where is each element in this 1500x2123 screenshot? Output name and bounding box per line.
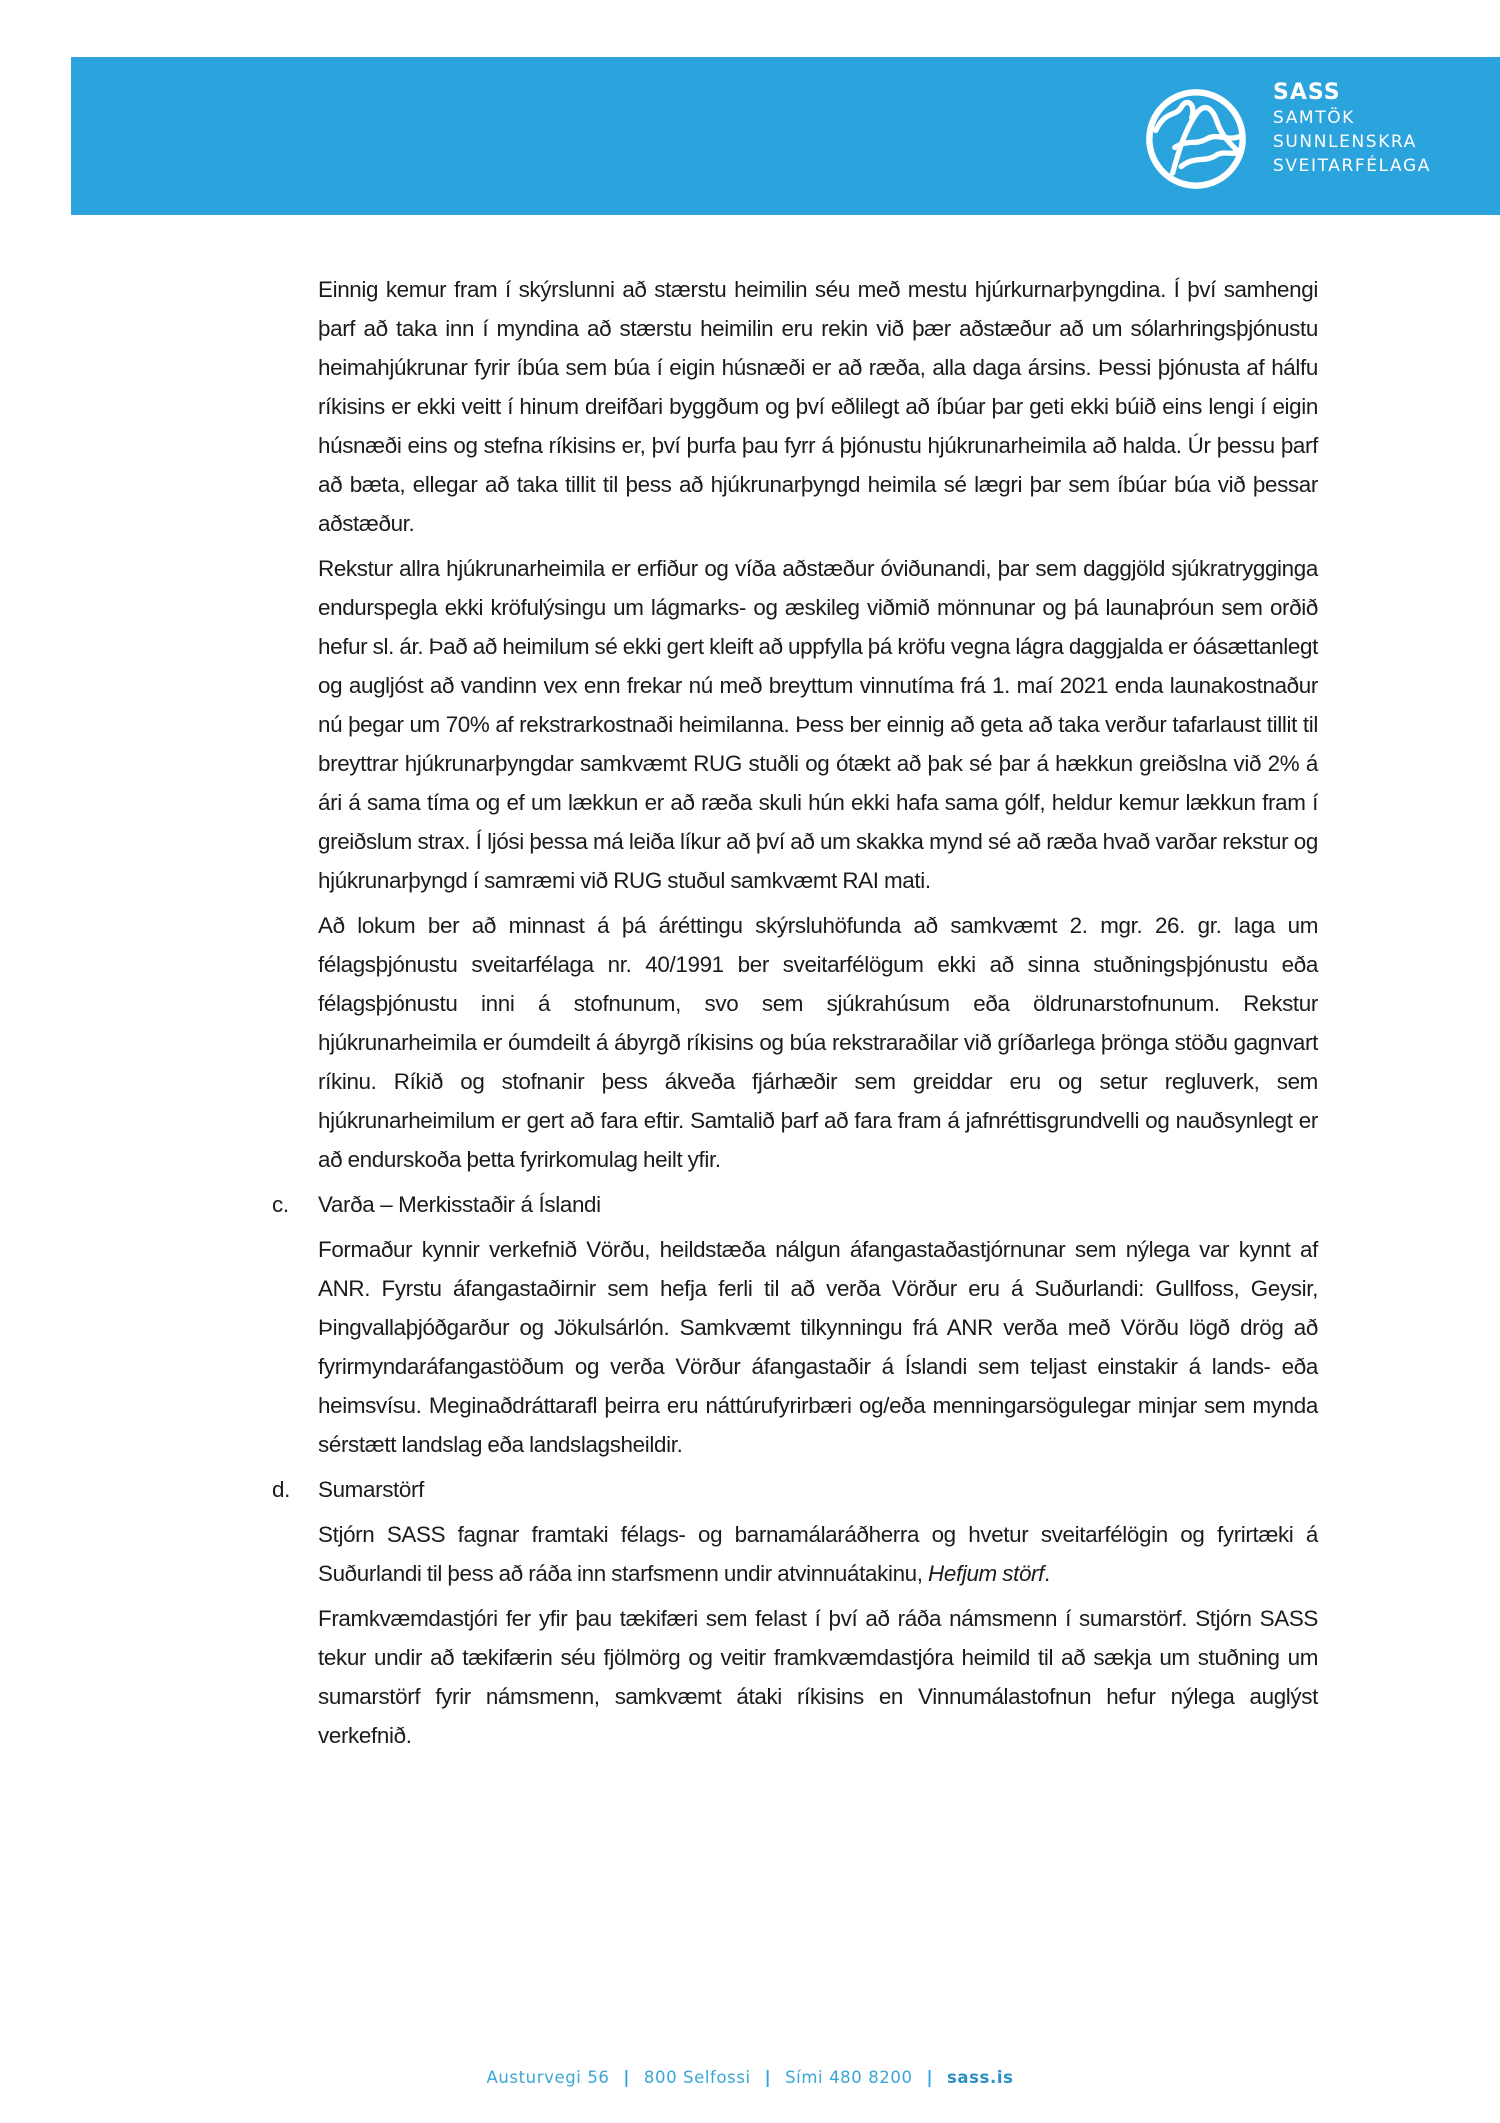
footer-phone: Sími 480 8200 xyxy=(785,2068,913,2087)
section-heading: Varða – Merkisstaðir á Íslandi xyxy=(318,1192,601,1217)
brand-line-2: SUNNLENSKRA xyxy=(1273,132,1417,152)
paragraph: Formaður kynnir verkefnið Vörðu, heildstæða nálgun áfangastaðastjórnunar sem nýlega var kynnt af ANR. Fyrstu áfangastaðirnir sem hefja ferli til að verða Vörður eru á Suðurlandi: Gullfoss, Geysir, Þingvallaþjóðgarður og Jökulsárlón. Samkvæmt tilkynningu frá ANR verða með Vörðu lögð drög að fyrirmyndaráfangastöðum og verða Vörður áfangastaðir á Íslandi sem teljast einstakir á lands- eða heimsvísu. Meginaðdráttarafl þeirra eru náttúrufyrirbæri og/eða menningarsögulegar minjar sem mynda sérstætt landslag eða landslagsheildir. xyxy=(318,1237,1318,1457)
paragraph-text: . xyxy=(1044,1561,1050,1586)
paragraph: Að lokum ber að minnast á þá áréttingu skýrsluhöfunda að samkvæmt 2. mgr. 26. gr. laga um félagsþjónustu sveitarfélaga nr. 40/1991 ber sveitarfélögum ekki að sinna stuðningsþjónustu eða félagsþjónustu inni á stofnunum, svo sem sjúkrahúsum eða öldrunarstofnunum. Rekstur hjúkrunarheimila er óumdeilt á ábyrgð ríkisins og búa rekstraraðilar við gríðarlega þrönga stöðu gagnvart ríkinu. Ríkið og stofnanir þess ákveða fjárhæðir sem greiddar eru og setur regluverk, sem hjúkrunarheimilum er gert að fara eftir. Samtalið þarf að fara fram á jafnréttisgrundvelli og nauðsynlegt er að endurskoða þetta fyrirkomulag heilt yfir. xyxy=(318,913,1318,1172)
sass-logo-icon xyxy=(1143,86,1249,192)
footer-address: Austurvegi 56 xyxy=(486,2068,610,2087)
brand-line-1: SAMTÖK xyxy=(1273,108,1355,128)
list-marker: d. xyxy=(272,1477,290,1502)
paragraph: Framkvæmdastjóri fer yfir þau tækifæri sem felast í því að ráða námsmenn í sumarstörf. Stjórn SASS tekur undir að tækifærin séu fjölmörg og veitir framkvæmdastjóra heimild til að sækja um stuðning um sumarstörf fyrir námsmenn, samkvæmt átaki ríkisins en Vinnumálastofnun hefur nýlega auglýst verkefnið. xyxy=(318,1606,1318,1748)
section-heading: Sumarstörf xyxy=(318,1477,424,1502)
footer-website-link[interactable]: sass.is xyxy=(946,2068,1014,2087)
footer-separator: | xyxy=(764,2068,772,2087)
list-item-d xyxy=(272,1470,1318,1509)
paragraph: Einnig kemur fram í skýrslunni að stærstu heimilin séu með mestu hjúrkurnarþyngdina. Í því samhengi þarf að taka inn í myndina að stærstu heimilin eru rekin við þær aðstæður að um sólarhringsþjónustu heimahjúkrunar fyrir íbúa sem búa í eigin húsnæði er að ræða, alla daga ársins. Þessi þjónusta af hálfu ríkisins er ekki veitt í hinum dreifðari byggðum og því eðlilegt að íbúar þar geti ekki búið eins lengi í eigin húsnæði eins og stefna ríkisins er, því þurfa þau fyrr á þjónustu hjúkrunarheimila að halda. Úr þessu þarf að bæta, ellegar að taka tillit til þess að hjúkrunarþyngd heimila sé lægri þar sem íbúar búa við þessar aðstæður. xyxy=(318,277,1318,536)
footer xyxy=(0,2068,1500,2087)
italic-program-name: Hefjum störf xyxy=(928,1561,1045,1586)
brand-short: SASS xyxy=(1273,80,1341,105)
list-marker: c. xyxy=(272,1192,289,1217)
paragraph xyxy=(318,1515,1318,1593)
list-item-c xyxy=(272,1185,1318,1224)
footer-separator: | xyxy=(623,2068,631,2087)
paragraph: Rekstur allra hjúkrunarheimila er erfiður og víða aðstæður óviðunandi, þar sem daggjöld sjúkratrygginga endurspegla ekki kröfulýsingu um lágmarks- og æskileg viðmið mönnunar og þá launaþróun sem orðið hefur sl. ár. Það að heimilum sé ekki gert kleift að uppfylla þá kröfu vegna lágra daggjalda er óásættanlegt og augljóst að vandinn vex enn frekar nú með breyttum vinnutíma frá 1. maí 2021 enda launakostnaður nú þegar um 70% af rekstrarkostnaði heimilanna. Þess ber einnig að geta að taka verður tafarlaust tillit til breyttrar hjúkrunarþyngdar samkvæmt RUG stuðli og ótækt að þak sé þar á hækkun greiðslna við 2% á ári á sama tíma og ef um lækkun er að ræða skuli hún ekki hafa sama gólf, heldur kemur lækkun fram í greiðslum strax. Í ljósi þessa má leiða líkur að því að um skakka mynd sé að ræða hvað varðar rekstur og hjúkrunarþyngd í samræmi við RUG stuðul samkvæmt RAI mati. xyxy=(318,556,1318,893)
footer-separator: | xyxy=(926,2068,934,2087)
brand-name xyxy=(1273,80,1431,178)
footer-city: 800 Selfossi xyxy=(643,2068,751,2087)
paragraph-text: Stjórn SASS fagnar framtaki félags- og barnamálaráðherra og hvetur sveitarfélögin og fyrirtæki á Suðurlandi til þess að ráða inn starfsmenn undir atvinnuátakinu, xyxy=(318,1522,1318,1586)
document-body xyxy=(272,270,1318,1761)
brand-line-3: SVEITARFÉLAGA xyxy=(1273,156,1431,176)
